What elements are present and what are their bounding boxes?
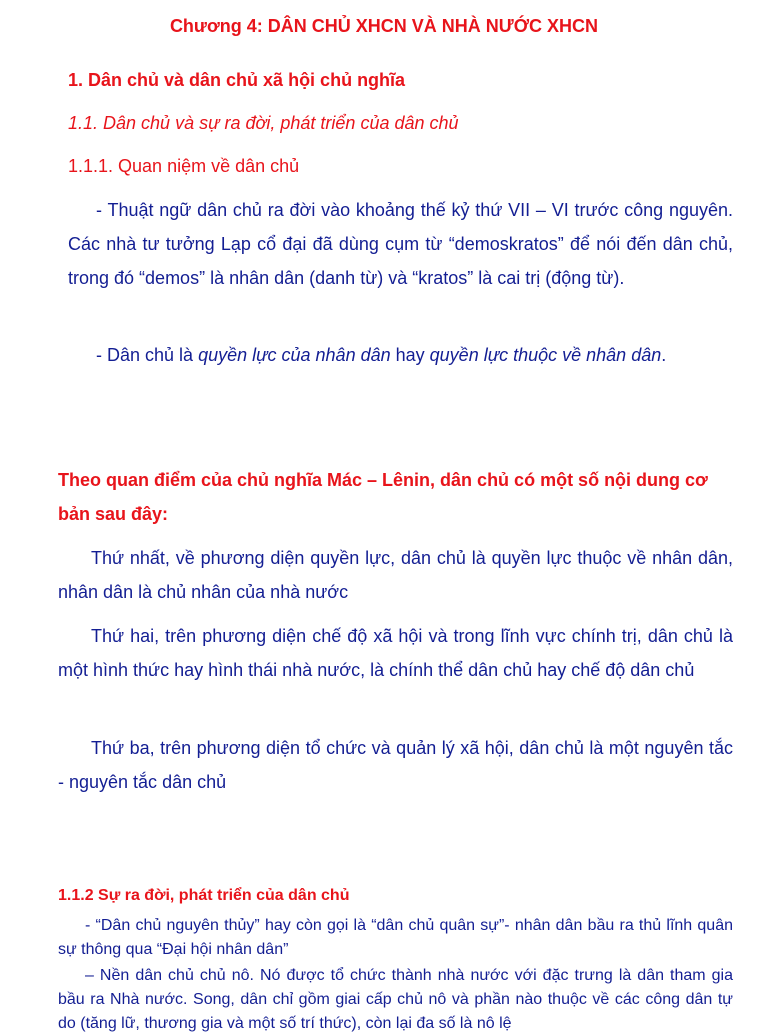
- paragraph-point-2: Thứ hai, trên phương diện chế độ xã hội và trong lĩnh vực chính trị, dân chủ là một hình thức hay hình thái nhà nước, là chính thể dân chủ hay chế độ dân chủ: [58, 626, 733, 680]
- paragraph-term-origin: - Thuật ngữ dân chủ ra đời vào khoảng thế kỷ thứ VII – VI trước công nguyên. Các nhà tư tưởng Lạp cổ đại đã dùng cụm từ “demoskratos” để nói đến dân chủ, trong đó “demos” là nhân dân (danh từ) và “kratos” là cai trị (động từ).: [68, 200, 733, 288]
- paragraph-definition: [68, 338, 733, 372]
- definition-suffix: .: [661, 345, 667, 365]
- paragraph-point-1: Thứ nhất, về phương diện quyền lực, dân chủ là quyền lực thuộc về nhân dân, nhân dân là chủ nhân của nhà nước: [58, 548, 733, 602]
- paragraph-point-3: Thứ ba, trên phương diện tổ chức và quản lý xã hội, dân chủ là một nguyên tắc - nguyên tắc dân chủ: [58, 738, 733, 792]
- heading-section-1-1: 1.1. Dân chủ và sự ra đời, phát triển của dân chủ: [68, 113, 459, 133]
- definition-mid: hay: [390, 345, 430, 365]
- definition-prefix: - Dân chủ là: [96, 345, 199, 365]
- heading-section-1-1-1: 1.1.1. Quan niệm về dân chủ: [68, 156, 300, 176]
- heading-marx-lenin-view: Theo quan điểm của chủ nghĩa Mác – Lênin, dân chủ có một số nội dung cơ bản sau đây:: [58, 470, 708, 524]
- chapter-title: Chương 4: DÂN CHỦ XHCN VÀ NHÀ NƯỚC XHCN: [169, 16, 599, 36]
- paragraph-slave-democracy: – Nền dân chủ chủ nô. Nó được tổ chức thành nhà nước với đặc trưng là dân tham gia bầu ra Nhà nước. Song, dân chỉ gồm giai cấp chủ nô và phần nào thuộc về các công dân tự do (tăng lữ, thương gia và một số trí thức), còn lại đa số là nô lệ: [58, 967, 733, 1032]
- heading-section-1-1-2: 1.1.2 Sự ra đời, phát triển của dân chủ: [58, 887, 350, 904]
- definition-emphasis-2: quyền lực thuộc về nhân dân: [429, 345, 662, 365]
- definition-emphasis-1: quyền lực của nhân dân: [198, 345, 391, 365]
- paragraph-primitive-democracy: - “Dân chủ nguyên thủy” hay còn gọi là “dân chủ quân sự”- nhân dân bầu ra thủ lĩnh quân sự thông qua “Đại hội nhân dân”: [58, 917, 733, 958]
- heading-section-1: 1. Dân chủ và dân chủ xã hội chủ nghĩa: [68, 70, 406, 90]
